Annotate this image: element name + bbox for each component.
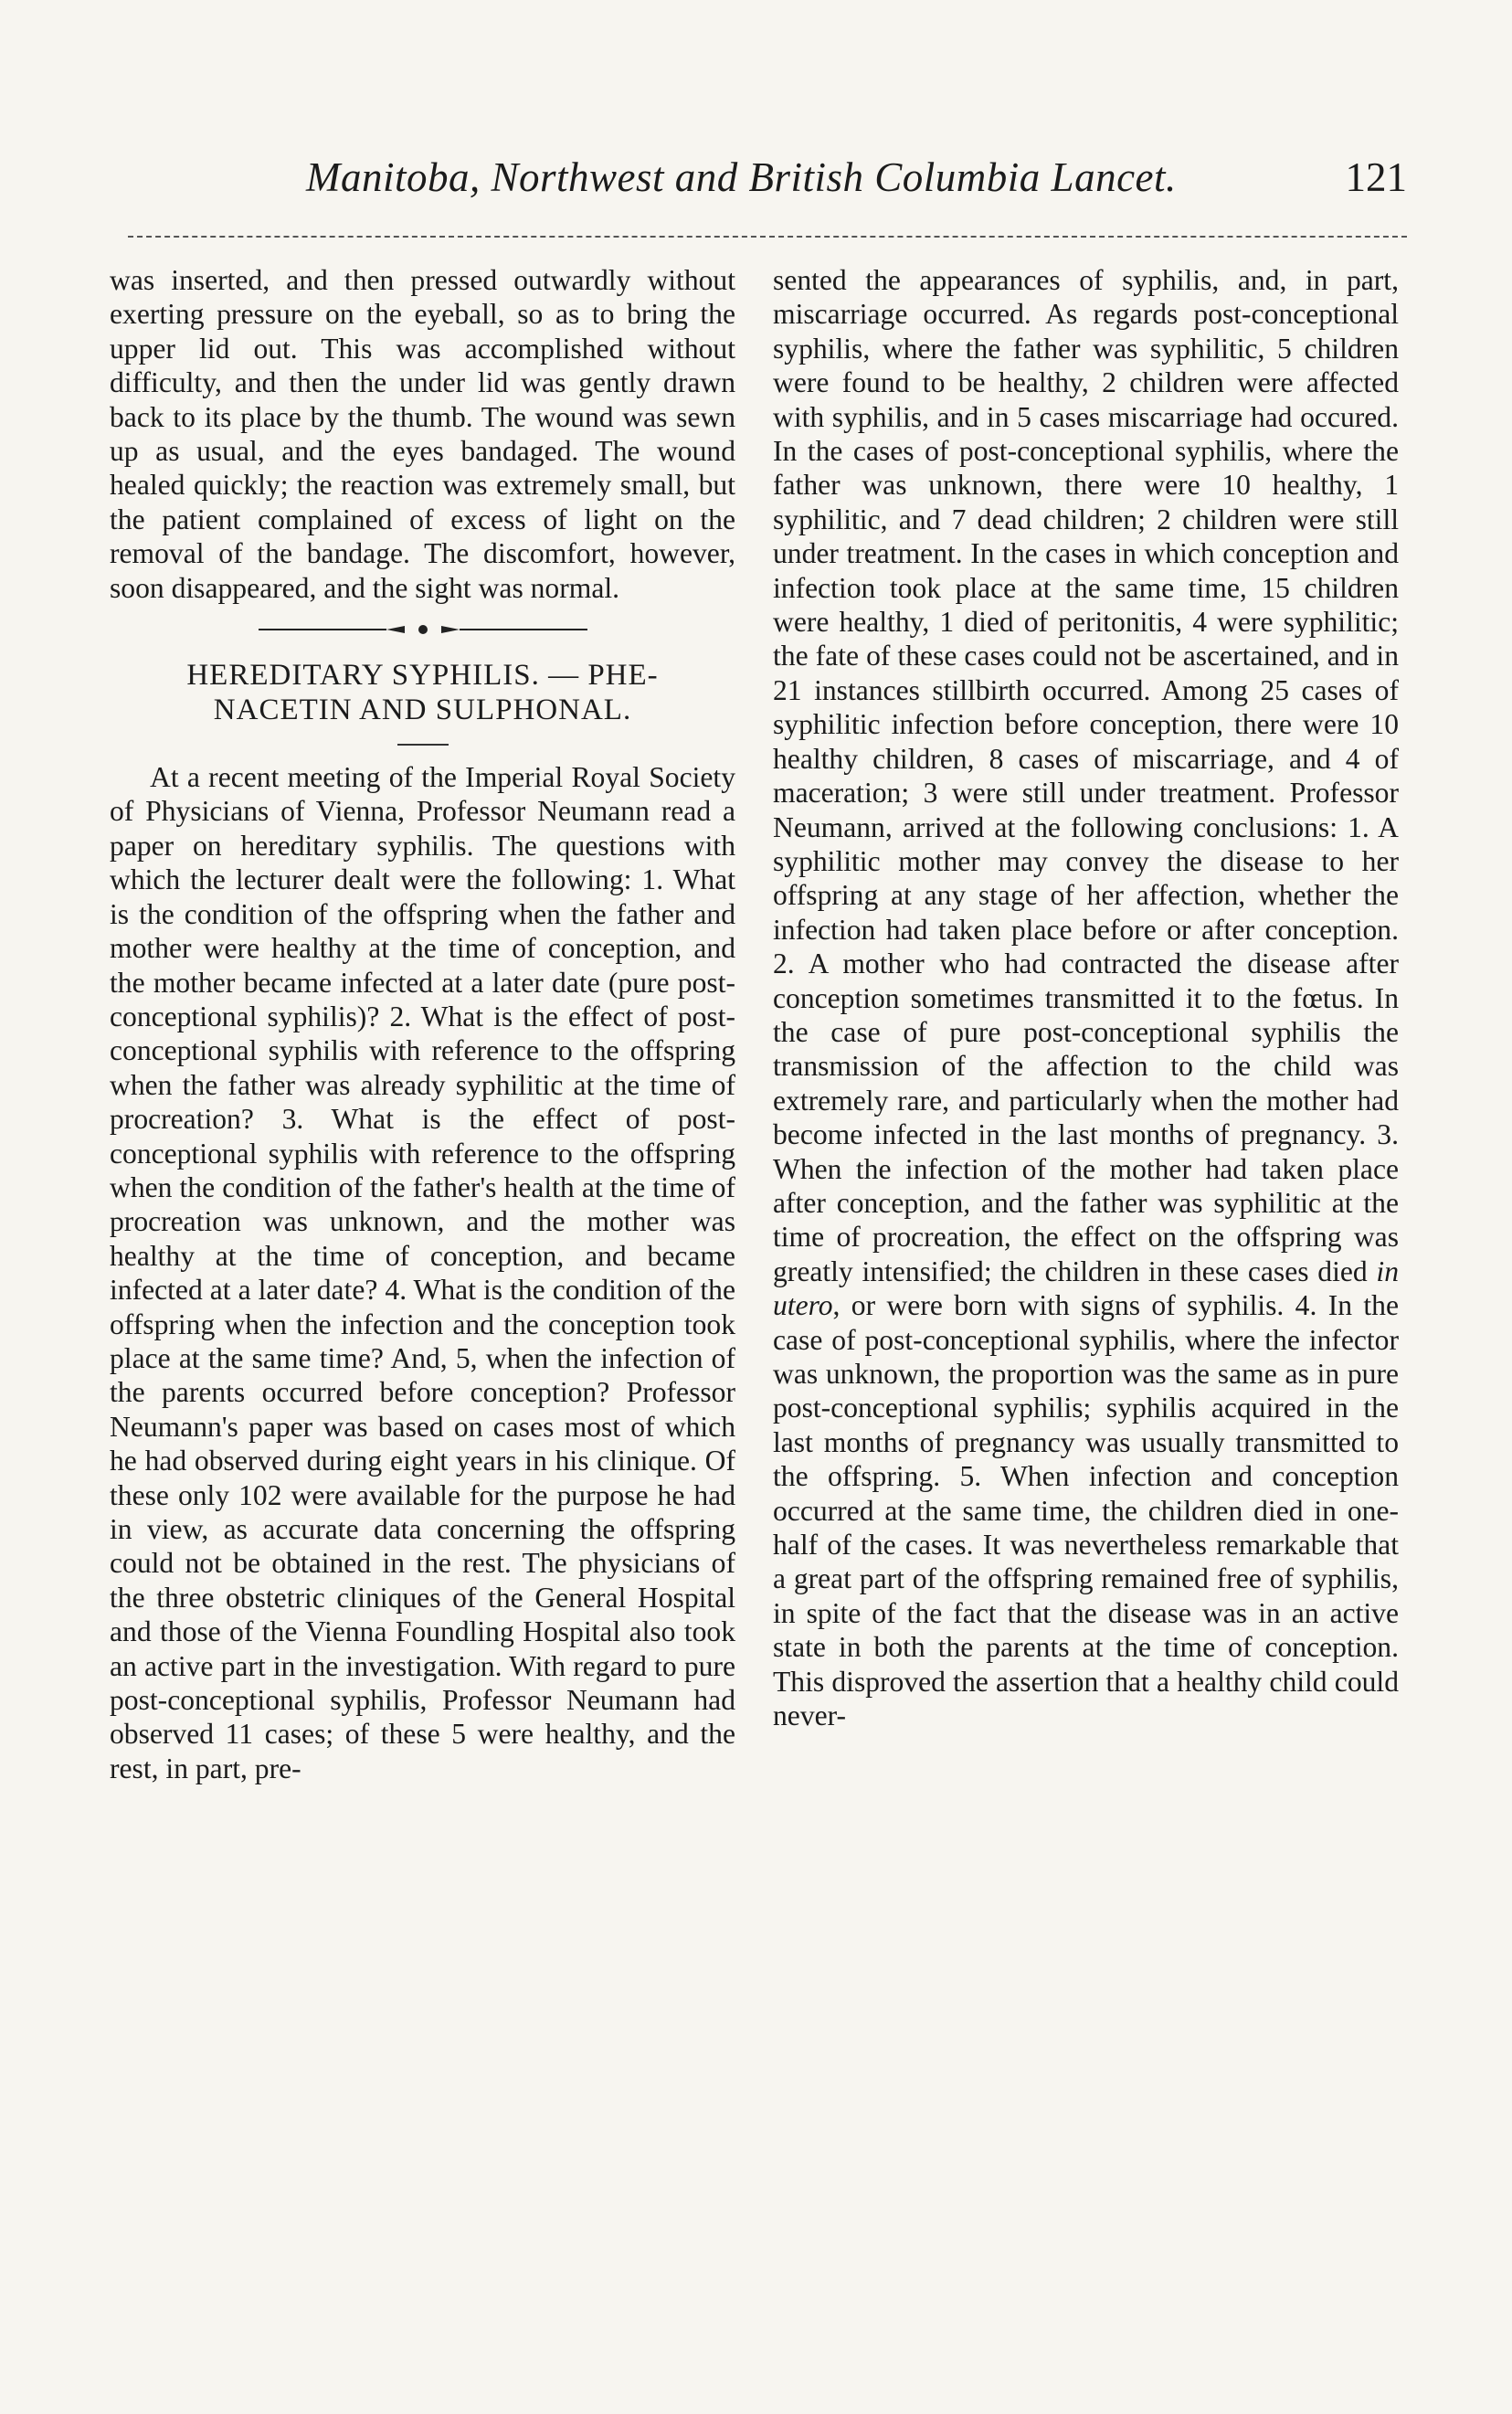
heading-rule bbox=[397, 744, 449, 746]
continued-text-1: sented the appearances of syphilis, and, in part, miscarriage occurred. As regards post-conceptional syphilis, where the father was syphilitic, 5 children were found to be healthy, 2 children were affected with syphilis, and in 5 cases miscarriage had occured. In the cases of post-conceptional syphilis, where the father was unknown, there were 10 healthy, 1 syphilitic, and 7 dead children; 2 children were still under treatment. In the cases in which conception and infection took place at the same time, 15 children were healthy, 1 died of peritonitis, 4 were syphilitic; the fate of these cases could not be ascertained, and in 21 instances stillbirth occurred. Among 25 cases of syphilitic infection before conception, there were 10 healthy children, 8 cases of miscarriage, and 4 of maceration; 3 were still under treatment. Professor Neumann, arrived at the following conclusions: 1. A syphilitic mother may convey the disease to her offspring at any stage of her affection, whether the infection had taken place before or after conception. 2. A mother who had contracted the disease after conception sometimes transmitted it to the fœtus. In the case of pure post-conceptional syphilis the transmission of the affection to the child was extremely rare, and particularly when the mother had become infected in the last months of pregnancy. 3. When the infection of the mother had taken place after conception, and the father was syphilitic at the time of procreation, the effect on the offspring was greatly intensified; the children in these cases died bbox=[773, 264, 1399, 1287]
right-column bbox=[773, 263, 1399, 1732]
left-column bbox=[110, 263, 735, 1785]
header-rule bbox=[128, 236, 1407, 238]
article-heading bbox=[110, 658, 735, 727]
heading-line-1: HEREDITARY SYPHILIS. — PHE- bbox=[186, 659, 659, 693]
continued-text-2: , or were born with signs of syphilis. 4. In the case of post-conceptional syphilis, where the infector was unknown, the proportion was the same as in pure post-conceptional syphilis; syphilis acquired in the last months of pregnancy was usually transmitted to the offspring. 5. When infection and conception occurred at the same time, the children died in one-half of the cases. It was nevertheless remarkable that a great part of the offspring remained free of syphilis, in spite of the fact that the disease was in an active state in both the parents at the time of conception. This disproved the assertion that a healthy child could never- bbox=[773, 1289, 1399, 1732]
intro-paragraph: was inserted, and then pressed outwardly without exerting pressure on the eyeball, so as to bring the upper lid out. This was accomplished without difficulty, and then the under lid was gently drawn back to its place by the thumb. The wound was sewn up as usual, and the eyes bandaged. The wound healed quickly; the reaction was extremely small, but the patient complained of excess of light on the removal of the bandage. The discomfort, however, soon disappeared, and the sight was normal. bbox=[110, 264, 735, 604]
in-utero-phrase: in utero bbox=[773, 1255, 1399, 1322]
heading-line-2: NACETIN AND SULPHONAL. bbox=[213, 693, 632, 727]
article-paragraph: At a recent meeting of the Imperial Royal Society of Physicians of Vienna, Professor Neumann read a paper on hereditary syphilis. The questions with which the lecturer dealt were the following: 1. What is the condition of the offspring when the father and mother were healthy at the time of conception, and the mother became infected at a later date (pure post-conceptional syphilis)? 2. What is the effect of post-conceptional syphilis with reference to the offspring when the father was already syphilitic at the time of procreation? 3. What is the effect of post-conceptional syphilis with reference to the offspring when the condition of the father's health at the time of procreation was unknown, and the mother was healthy at the time of conception, and became infected at a later date? 4. What is the condition of the offspring when the infection and the conception took place at the same time? And, 5, when the infection of the parents occurred before conception? Professor Neumann's paper was based on cases most of which he had observed during eight years in his clinique. Of these only 102 were available for the purpose he had in view, as accurate data concerning the offspring could not be obtained in the rest. The physicians of the three obstetric cliniques of the General Hospital and those of the Vienna Foundling Hospital also took an active part in the investigation. With regard to pure post-conceptional syphilis, Professor Neumann had observed 11 cases; of these 5 were healthy, and the rest, in part, pre- bbox=[110, 761, 735, 1784]
running-title: Manitoba, Northwest and British Columbia Lancet. bbox=[306, 154, 1177, 200]
page-number: 121 bbox=[1345, 154, 1407, 200]
page-header bbox=[110, 154, 1407, 208]
section-ornament bbox=[259, 623, 587, 636]
continued-paragraph bbox=[773, 263, 1399, 1732]
